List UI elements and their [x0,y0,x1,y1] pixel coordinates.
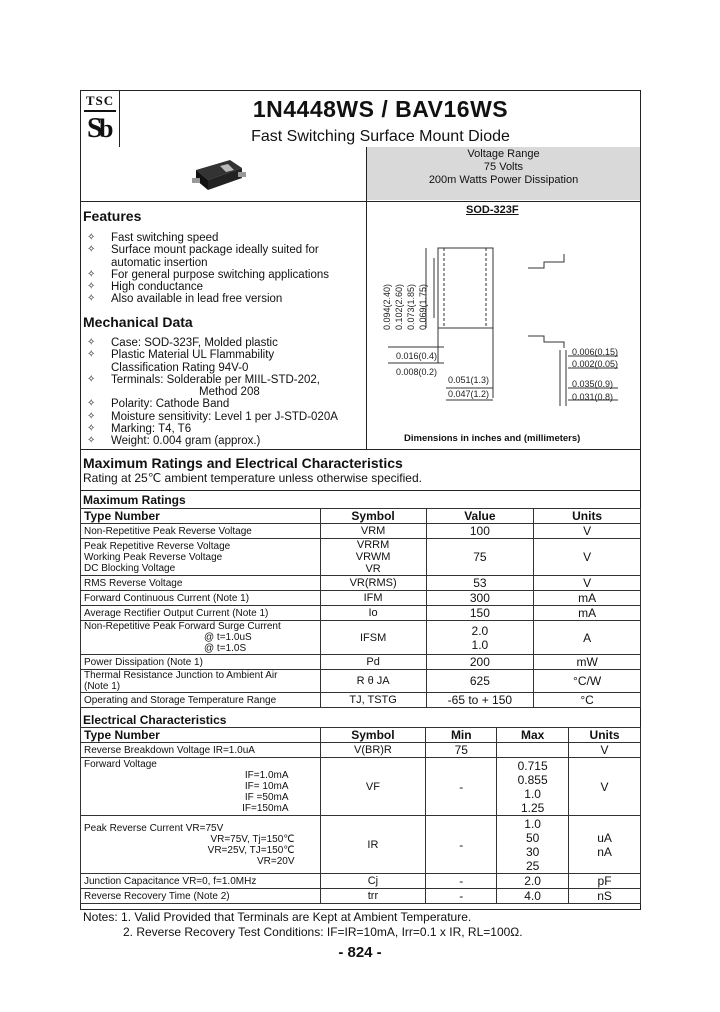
table-row [81,655,641,670]
cell-line: RMS Reverse Voltage [84,577,183,589]
param-cell [81,606,321,621]
table-row [81,816,641,874]
page-number: - 824 - [338,944,382,961]
max-cell [497,816,569,874]
min-cell [426,758,497,816]
cell-line: 100 [469,524,490,538]
symbol-cell [320,816,426,874]
unit-cell [534,576,641,591]
unit-cell [534,539,641,576]
bullet-icon: ✧ [87,337,96,348]
table-header-row [81,728,641,743]
cell-line: 300 [469,591,490,605]
list-item: ✧ Polarity: Cathode Band [87,398,230,411]
unit-cell [569,874,641,889]
param-cell [81,539,321,576]
value-cell [426,670,534,693]
cell-line: 1.0 [524,816,541,831]
list-item: ✧ Fast switching speed [87,232,219,244]
cell-line: 0.855 [517,772,548,787]
cell-line: 4.0 [524,889,541,903]
max-ratings-label: Maximum Ratings [83,493,186,507]
column-header: Symbol [320,509,426,524]
column-header: Max [497,728,569,743]
symbol-cell [320,670,426,693]
cell-line: V [583,550,592,564]
voltage-value: 75 Volts [483,161,524,173]
dim-label: 0.016(0.4) [396,351,438,361]
max-cell [497,874,569,889]
list-item: ✧ Terminals: Solderable per MIIL-STD-202, [87,373,320,386]
list-item: ✧ Also available in lead free version [87,293,283,306]
table-row [81,758,641,816]
param-cell [81,621,321,655]
table-row [81,874,641,889]
cell-line: IFSM [359,631,387,644]
bullet-icon: ✧ [87,373,96,385]
symbol-cell [320,524,426,539]
cell-line: Thermal Resistance Junction to Ambient Air [84,670,278,681]
diode-package-image [190,150,250,195]
bullet-icon: ✧ [87,398,96,410]
cell-line: IR [367,838,379,851]
unit-cell [534,621,641,655]
cell-line: Average Rectifier Output Current (Note 1) [84,607,269,619]
cell-line: Working Peak Reverse Voltage [84,551,223,563]
symbol-cell [320,539,426,576]
cell-line: Junction Capacitance VR=0, f=1.0MHz [84,875,257,887]
bullet-icon: ✧ [87,232,96,243]
logo-mark-icon [84,109,116,143]
min-cell [426,816,497,874]
max-cell [497,758,569,816]
svg-text:b: b [99,114,114,143]
cell-line: VR=25V, TJ=150℃ [207,844,295,856]
value-cell [426,621,534,655]
cell-line: nA [597,844,612,859]
cell-line: -65 to + 150 [447,693,513,707]
min-cell [426,743,497,758]
cell-line: IF =50mA [244,792,289,803]
max-cell [497,889,569,904]
cell-line: IF=150mA [242,803,289,814]
cell-line: Operating and Storage Temperature Range [84,694,277,706]
cell-line: Forward Continuous Current (Note 1) [84,592,250,604]
unit-cell [534,591,641,606]
cell-line: nS [597,889,612,903]
cell-line: Peak Reverse Current VR=75V [84,822,224,834]
list-item: ✧ High conductance [87,281,204,294]
min-cell [426,874,497,889]
cell-line: 53 [473,576,487,590]
value-cell [426,606,534,621]
package-name: SOD-323F [466,204,519,216]
cell-line: VRRM [356,539,390,551]
table-row [81,606,641,621]
symbol-cell [320,621,426,655]
section-divider-3 [80,490,641,491]
symbol-cell [320,874,426,889]
cell-line: VR=20V [256,855,295,867]
dimension-caption: Dimensions in inches and (millimeters) [404,433,581,444]
dim-label: 0.047(1.2) [448,389,490,399]
unit-cell [534,670,641,693]
cell-line: Pd [366,656,380,668]
cell-line: DC Blocking Voltage [84,562,176,574]
table-row [81,693,641,708]
bullet-icon: ✧ [87,244,96,256]
cell-line: trr [367,890,379,902]
dim-label: 0.008(0.2) [396,367,438,377]
param-cell [81,743,321,758]
dim-label: 0.051(1.3) [448,375,490,385]
cell-line: VRM [360,525,386,537]
symbol-cell [320,576,426,591]
cell-line: °C/W [573,674,602,688]
value-cell [426,655,534,670]
list-item: ✧ Weight: 0.004 gram (approx.) [87,435,261,448]
elec-table [80,727,641,904]
cell-line: Non-Repetitive Peak Forward Surge Current [84,621,281,632]
cell-line: VRWM [355,551,391,563]
table-row [81,743,641,758]
column-header: Units [569,728,641,743]
tsc-logo [84,93,116,148]
dim-label: 0.002(0.05) [572,359,619,369]
cell-line: IFM [363,592,383,604]
table-row [81,576,641,591]
table-row [81,670,641,693]
cell-line: 75 [473,550,487,564]
section-divider [80,201,641,202]
value-cell [426,693,534,708]
symbol-cell [320,655,426,670]
unit-cell [534,606,641,621]
cell-line: Peak Repetitive Reverse Voltage [84,540,231,552]
cell-line: 75 [454,743,468,757]
bullet-icon: ✧ [87,281,96,293]
cell-line: Power Dissipation (Note 1) [84,656,203,668]
dim-label: 0.094(2.40) [382,283,392,330]
param-cell [81,816,321,874]
symbol-cell [320,743,426,758]
param-cell [81,655,321,670]
unit-cell [534,524,641,539]
unit-cell [569,758,641,816]
max-cell [497,743,569,758]
mechanical-heading: Mechanical Data [83,314,193,330]
cell-line: 625 [469,674,490,688]
bullet-icon: ✧ [87,435,96,447]
cell-line: VF [365,780,380,793]
cell-line: 200 [469,655,490,669]
symbol-cell [320,758,426,816]
cell-line: IF= 10mA [244,781,289,792]
list-item: ✧ Case: SOD-323F, Molded plastic [87,337,278,349]
voltage-range-box [367,147,640,200]
param-cell [81,524,321,539]
unit-cell [534,693,641,708]
cell-line: V [583,524,592,538]
cell-line: VR [365,563,381,575]
cell-line: R θ JA [356,675,390,687]
unit-cell [569,743,641,758]
cell-line: V [583,576,592,590]
param-cell [81,889,321,904]
list-item: automatic insertion [111,256,208,269]
note-2: 2. Reverse Recovery Test Conditions: IF=IR=10mA, Irr=0.1 x IR, RL=100Ω. [123,925,523,939]
cell-line: Io [368,607,378,619]
cell-line: °C [580,693,594,707]
cell-line: @ t=1.0uS [204,632,252,643]
page-title: 1N4448WS / BAV16WS [252,96,509,122]
features-list [83,232,329,306]
package-dimension-drawing [368,218,640,430]
cell-line: mA [578,606,597,620]
table-row [81,539,641,576]
dim-label: 0.006(0.15) [572,347,619,357]
cell-line: 50 [525,830,540,845]
table-row [81,524,641,539]
value-cell [426,576,534,591]
dim-label: 0.035(0.9) [572,379,614,389]
cell-line: - [459,889,464,903]
mechanical-list [83,337,338,448]
value-cell [426,591,534,606]
table-row [81,889,641,904]
section-divider-2 [80,449,641,450]
bullet-icon: ✧ [87,293,96,305]
unit-cell [569,816,641,874]
cell-line: 0.715 [517,758,548,773]
unit-cell [569,889,641,904]
dim-label: 0.073(1.85) [406,283,416,330]
column-header: Min [426,728,497,743]
param-cell [81,693,321,708]
cell-line: Cj [367,875,379,887]
cell-line: mW [576,655,598,669]
note-1: Notes: 1. Valid Provided that Terminals are Kept at Ambient Temperature. [83,910,472,924]
voltage-range-label: Voltage Range [467,148,540,160]
cell-line: 1.0 [524,786,541,801]
value-cell [426,524,534,539]
page-subtitle: Fast Switching Surface Mount Diode [251,128,510,145]
cell-line: - [459,837,464,852]
symbol-cell [320,693,426,708]
unit-cell [534,655,641,670]
dim-label: 0.069(1.75) [418,283,428,330]
param-cell [81,591,321,606]
column-header: Type Number [81,509,321,524]
bullet-icon: ✧ [87,349,96,361]
cell-line: V [600,743,609,757]
param-cell [81,874,321,889]
svg-text:S: S [87,113,103,143]
cell-line: 30 [525,844,540,859]
column-header: Symbol [320,728,426,743]
param-cell [81,576,321,591]
cell-line: - [459,779,464,794]
max-ratings-table [80,508,641,708]
features-heading: Features [83,208,142,224]
bullet-icon: ✧ [87,423,96,435]
ratings-heading: Maximum Ratings and Electrical Characteristics [83,455,403,471]
bullet-icon: ✧ [87,410,96,422]
cell-line: V(BR)R [353,744,392,756]
list-item: Method 208 [199,386,260,399]
ratings-note: Rating at 25℃ ambient temperature unless otherwise specified. [83,471,422,485]
elec-label: Electrical Characteristics [83,713,227,727]
value-cell [426,539,534,576]
cell-line: VR(RMS) [349,577,397,589]
dim-label: 0.031(0.8) [572,392,614,402]
symbol-cell [320,889,426,904]
dim-label: 0.102(2.60) [394,283,404,330]
cell-line: 2.0 [471,623,489,638]
cell-line: VR=75V, Tj=150℃ [210,833,295,845]
param-cell [81,758,321,816]
column-header: Units [534,509,641,524]
column-header: Type Number [81,728,321,743]
symbol-cell [320,606,426,621]
cell-line: Non-Repetitive Peak Reverse Voltage [84,525,252,537]
cell-line: 2.0 [524,874,541,888]
cell-line: 25 [525,858,540,873]
cell-line: uA [597,830,612,845]
cell-line: mA [578,591,597,605]
param-cell [81,670,321,693]
table-header-row [81,509,641,524]
min-cell [426,889,497,904]
power-value: 200m Watts Power Dissipation [428,174,579,186]
table-row [81,621,641,655]
list-item: ✧ For general purpose switching applications [87,268,329,281]
logo-text: TSC [85,93,115,108]
cell-line: (Note 1) [84,681,121,692]
cell-line: IF=1.0mA [244,770,289,781]
cell-line: Reverse Recovery Time (Note 2) [84,890,230,902]
column-header: Value [426,509,534,524]
list-item: ✧ Marking: T4, T6 [87,423,192,436]
list-item: Classification Rating 94V-0 [111,361,249,374]
bullet-icon: ✧ [87,268,96,280]
list-item: ✧ Surface mount package ideally suited for [87,244,319,257]
cell-line: 1.0 [471,637,489,652]
cell-line: 150 [469,606,490,620]
cell-line: V [600,779,609,794]
table-row [81,591,641,606]
cell-line: Reverse Breakdown Voltage IR=1.0uA [84,744,255,756]
list-item: ✧ Plastic Material UL Flammability [87,349,275,362]
cell-line: pF [597,874,612,888]
cell-line: A [583,630,592,645]
cell-line: @ t=1.0S [204,643,247,654]
list-item: ✧ Moisture sensitivity: Level 1 per J-STD-020A [87,410,338,423]
cell-line: 1.25 [520,800,545,815]
symbol-cell [320,591,426,606]
cell-line: TJ, TSTG [349,694,397,706]
cell-line: Forward Voltage [84,759,157,770]
cell-line: - [459,874,464,888]
